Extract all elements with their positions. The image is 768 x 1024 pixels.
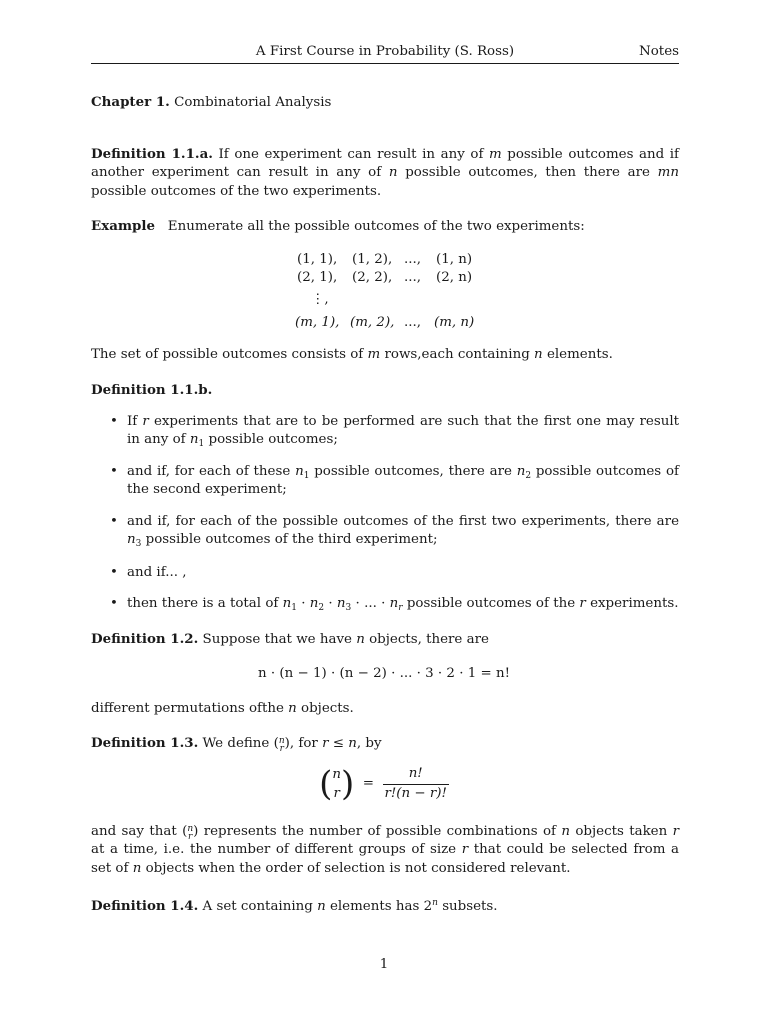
math-condition: r ≤ n	[322, 736, 357, 751]
text: and say that	[91, 824, 177, 839]
running-header	[91, 43, 679, 64]
math-var: r	[672, 824, 680, 839]
grid-cell: (m, n)	[434, 315, 475, 330]
text: possible outcomes, there are	[314, 464, 512, 479]
text: Suppose that we have	[202, 632, 352, 647]
math-op: ·	[328, 596, 333, 611]
bullet-item	[110, 513, 679, 550]
text: different permutations ofthe	[91, 701, 284, 716]
text: then there is a total of	[127, 596, 279, 611]
math-var: n	[317, 899, 326, 914]
bullet-icon: •	[110, 414, 118, 429]
math-var: n	[132, 860, 142, 876]
definition-text: possible outcomes, then there are	[405, 165, 650, 181]
header-notes-label: Notes	[639, 44, 679, 59]
grid-cell: ...,	[404, 270, 422, 285]
text: and if, for each of these	[127, 464, 291, 479]
definition-1-4	[91, 897, 679, 916]
fraction	[383, 765, 449, 803]
outcome-grid	[0, 251, 768, 333]
math-var: n	[295, 464, 304, 479]
math-var: n	[288, 701, 297, 716]
page-number: 1	[379, 957, 389, 972]
math-var: n	[516, 464, 526, 479]
grid-cell: (1, n)	[436, 252, 473, 267]
bullet-icon: •	[110, 464, 118, 479]
text: experiments.	[590, 596, 679, 611]
example-text: Enumerate all the possible outcomes of the two experiments:	[167, 219, 585, 234]
math-var: n	[127, 532, 136, 548]
binom-top: n	[278, 736, 285, 746]
inline-binomial: ( n r )	[273, 736, 290, 754]
subscript: r	[398, 603, 403, 613]
definition-1-2	[91, 630, 679, 649]
definition-text: possible outcomes and if another experiment can result in any of	[91, 147, 680, 181]
text: possible outcomes;	[208, 432, 338, 448]
math-var: n	[309, 596, 319, 611]
definition-1-1-a	[91, 145, 679, 201]
math-var: n	[336, 596, 346, 611]
grid-cell: ...,	[404, 252, 422, 267]
bullet-item	[110, 463, 679, 500]
text: We define	[202, 736, 270, 751]
text: , for	[289, 736, 318, 751]
binomial-formula	[0, 764, 768, 804]
definition-1-3-conclusion	[91, 823, 679, 878]
header-title: A First Course in Probability (S. Ross)	[255, 44, 515, 59]
text: elements.	[546, 347, 613, 362]
subscript: 1	[303, 471, 310, 481]
definition-1-3	[91, 734, 679, 753]
text: rows,each containing	[384, 347, 530, 362]
math-var: n	[388, 165, 398, 181]
text: and if... ,	[127, 565, 187, 580]
definition-label: Definition 1.1.b.	[91, 382, 213, 398]
chapter-heading	[91, 93, 679, 112]
text: possible outcomes of the	[406, 596, 576, 611]
subscript: 3	[135, 539, 142, 550]
grid-cell-vdots: ⋮,	[311, 292, 329, 307]
bullet-item	[110, 564, 679, 582]
math-var: n	[189, 432, 199, 448]
bullet-icon: •	[110, 596, 118, 611]
paren-left: (	[319, 764, 333, 804]
definition-label: Definition 1.1.a.	[91, 146, 213, 162]
text: at a time, i.e. the number of different groups of size	[91, 842, 457, 858]
text: If	[127, 414, 138, 429]
binom-top: n	[332, 767, 341, 782]
text: possible outcomes of the third experiment;	[145, 532, 438, 548]
subscript: 3	[345, 603, 352, 613]
definition-label: Definition 1.3.	[91, 735, 199, 751]
paren-right: )	[340, 764, 355, 804]
math-var: n	[534, 347, 543, 362]
math-op: ·	[355, 596, 360, 611]
grid-cell: (m, 2),	[350, 315, 395, 330]
text: represents the number of possible combinations of	[203, 824, 556, 839]
bullet-item	[110, 413, 679, 450]
definition-1-2-conclusion	[91, 700, 679, 718]
math-var: n	[282, 596, 292, 611]
bullet-item	[110, 595, 679, 613]
text: A set containing	[202, 899, 313, 914]
example-heading	[91, 217, 679, 236]
bullet-icon: •	[110, 514, 118, 529]
binom-bottom: r	[333, 786, 340, 801]
text: objects.	[301, 701, 354, 716]
grid-cell: (m, 1),	[295, 315, 340, 330]
math-op: ·	[381, 596, 386, 611]
superscript: n	[432, 898, 438, 908]
fraction-numerator: n!	[408, 766, 423, 782]
example-conclusion	[91, 346, 679, 364]
definition-label: Definition 1.4.	[91, 898, 199, 914]
text: elements has 2	[329, 899, 433, 914]
chapter-title: Combinatorial Analysis	[174, 95, 332, 110]
subscript: 1	[291, 603, 297, 613]
math-var: r	[461, 842, 469, 858]
definition-label: Definition 1.2.	[91, 631, 199, 647]
math-var: r	[142, 414, 149, 429]
binom-bottom: r	[279, 744, 284, 754]
math-var: n	[561, 824, 570, 839]
text: objects, there are	[369, 632, 489, 647]
binom-bottom: r	[188, 832, 193, 842]
math-op: ·	[301, 596, 306, 611]
subscript: 2	[318, 603, 325, 613]
grid-cell: ...,	[404, 315, 422, 330]
text: The set of possible outcomes consists of	[91, 347, 364, 362]
definition-1-1-b-heading	[91, 381, 679, 400]
subscript: 1	[198, 439, 205, 450]
text: experiments that are to be performed are such that the first one may result in any of	[127, 414, 680, 448]
text: subsets.	[442, 899, 498, 914]
definition-text: If one experiment can result in any of	[218, 147, 484, 162]
text: that could be selected from a set of	[91, 842, 679, 876]
text: , by	[356, 736, 382, 751]
math-var: n	[389, 596, 399, 611]
text: possible outcomes of the second experiment;	[127, 464, 679, 498]
math-var: mn	[657, 165, 679, 181]
math-var: m	[489, 147, 502, 162]
math-var: n	[356, 632, 365, 647]
grid-cell: (2, 1),	[297, 270, 338, 285]
grid-cell: (1, 2),	[352, 252, 393, 267]
product-expression	[283, 596, 407, 611]
chapter-label: Chapter 1.	[91, 94, 170, 110]
inline-binomial: ( n r )	[182, 824, 199, 842]
text: objects when the order of selection is not considered relevant.	[145, 860, 571, 876]
definition-text: possible outcomes of the two experiments.	[91, 183, 382, 199]
text: objects taken	[575, 824, 668, 839]
grid-cell: (2, n)	[436, 270, 473, 285]
equals-sign: =	[362, 775, 374, 791]
grid-cell: (1, 1),	[297, 252, 338, 267]
math-var: m	[367, 347, 381, 362]
grid-cell: (2, 2),	[352, 270, 393, 285]
math-var: r	[579, 596, 586, 611]
permutation-formula: n · (n − 1) · (n − 2) · ... · 3 · 2 · 1 = n!	[258, 666, 510, 681]
subscript: 2	[525, 471, 532, 481]
math-ellipsis: ...	[364, 596, 377, 611]
binom-top: n	[187, 824, 194, 834]
bullet-icon: •	[110, 565, 118, 580]
text: and if, for each of the possible outcomes of the first two experiments, there are	[127, 514, 679, 529]
example-label: Example	[91, 218, 156, 234]
fraction-denominator: r!(n − r)!	[383, 784, 449, 803]
